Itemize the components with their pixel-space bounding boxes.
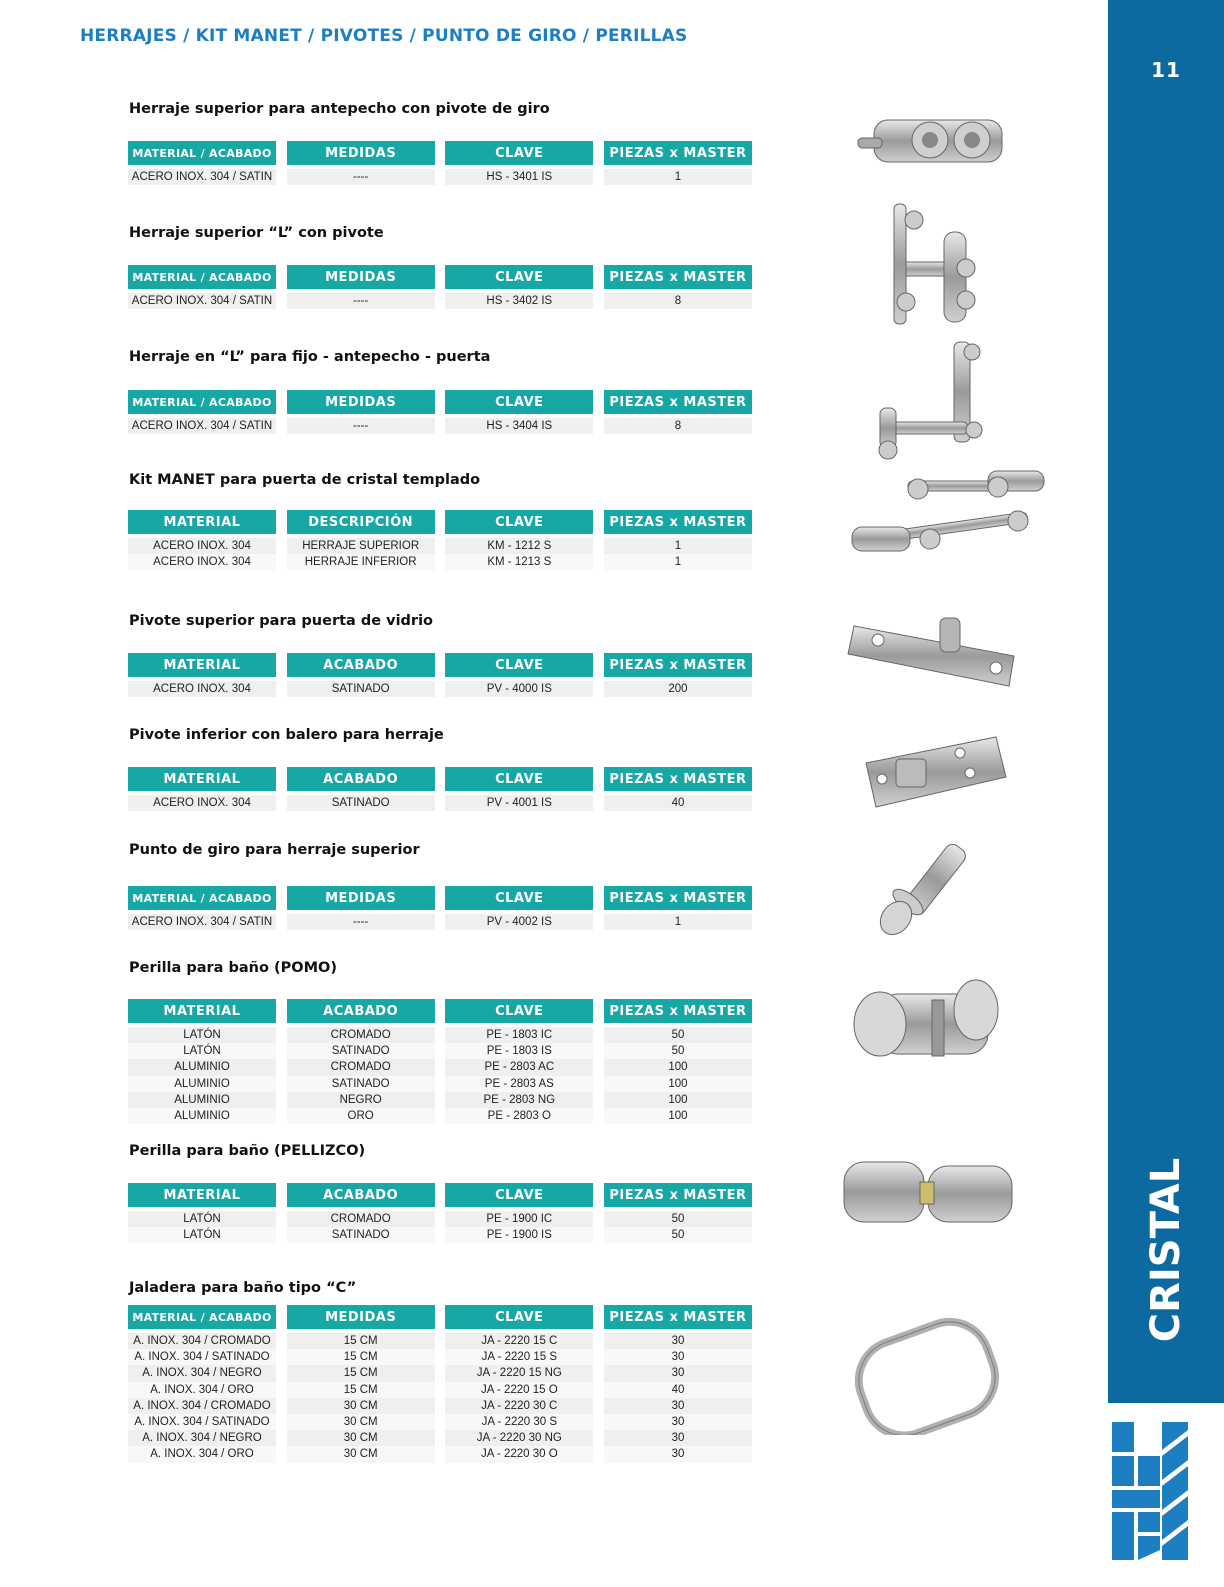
table-header: DESCRIPCIÓN [287, 510, 435, 534]
table-cell: JA - 2220 30 NG [445, 1430, 593, 1446]
pivot-point-icon [872, 832, 1002, 942]
table-cell: 15 CM [287, 1365, 435, 1381]
table-cell: JA - 2220 15 C [445, 1333, 593, 1349]
table-cell: 8 [604, 418, 752, 434]
table-cell: SATINADO [287, 681, 435, 697]
table-cell: A. INOX. 304 / SATINADO [128, 1414, 276, 1430]
table-cell: 30 CM [287, 1414, 435, 1430]
table-row [128, 795, 752, 811]
table-cell: PE - 2803 O [445, 1108, 593, 1124]
table-cell: PE - 2803 AS [445, 1076, 593, 1092]
table-cell: JA - 2220 30 S [445, 1414, 593, 1430]
table-cell: 15 CM [287, 1333, 435, 1349]
table-header: MEDIDAS [287, 1305, 435, 1329]
table-cell: LATÓN [128, 1043, 276, 1059]
l-fixed-hardware-icon [874, 338, 990, 464]
table-cell: 50 [604, 1043, 752, 1059]
table-header: ACABADO [287, 999, 435, 1023]
top-pivot-icon [844, 616, 1024, 696]
table-row [128, 1108, 752, 1124]
table-cell: KM - 1213 S [445, 554, 593, 570]
table-cell: 30 CM [287, 1430, 435, 1446]
table-row [128, 418, 752, 434]
section-title: Perilla para baño (POMO) [129, 960, 337, 976]
table-row [128, 1043, 752, 1059]
table-row [128, 293, 752, 309]
table-cell: JA - 2220 30 C [445, 1398, 593, 1414]
table-cell: LATÓN [128, 1027, 276, 1043]
table-row [128, 1211, 752, 1227]
section-title: Herraje en “L” para fijo - antepecho - puerta [129, 349, 491, 365]
sidebar-band [1108, 0, 1224, 1403]
table-cell: PE - 2803 NG [445, 1092, 593, 1108]
table-cell: SATINADO [287, 795, 435, 811]
table-row [128, 1430, 752, 1446]
table-cell: A. INOX. 304 / SATINADO [128, 1349, 276, 1365]
table-cell: A. INOX. 304 / ORO [128, 1446, 276, 1462]
table-cell: A. INOX. 304 / NEGRO [128, 1365, 276, 1381]
table-row [128, 681, 752, 697]
table-cell: 200 [604, 681, 752, 697]
spec-table [128, 653, 752, 697]
table-cell: ACERO INOX. 304 / SATIN [128, 169, 276, 185]
table-cell: NEGRO [287, 1092, 435, 1108]
table-cell: 100 [604, 1108, 752, 1124]
table-cell: CROMADO [287, 1027, 435, 1043]
table-cell: 1 [604, 554, 752, 570]
table-cell: PE - 1900 IC [445, 1211, 593, 1227]
table-cell: 15 CM [287, 1382, 435, 1398]
spec-table [128, 886, 752, 930]
table-cell: 30 CM [287, 1398, 435, 1414]
table-cell: 30 [604, 1365, 752, 1381]
table-cell: A. INOX. 304 / CROMADO [128, 1398, 276, 1414]
spec-table [128, 510, 752, 570]
table-cell: 40 [604, 795, 752, 811]
table-row [128, 1076, 752, 1092]
table-cell: 50 [604, 1211, 752, 1227]
table-cell: 15 CM [287, 1349, 435, 1365]
table-header: PIEZAS x MASTER [604, 999, 752, 1023]
table-header: MATERIAL / ACABADO [128, 141, 276, 165]
table-cell: A. INOX. 304 / CROMADO [128, 1333, 276, 1349]
table-cell: 1 [604, 914, 752, 930]
table-header: PIEZAS x MASTER [604, 510, 752, 534]
table-cell: PE - 1803 IC [445, 1027, 593, 1043]
table-cell: A. INOX. 304 / ORO [128, 1382, 276, 1398]
table-cell: PV - 4001 IS [445, 795, 593, 811]
table-header: ACABADO [287, 653, 435, 677]
section-title: Herraje superior para antepecho con pivote de giro [129, 101, 550, 117]
table-cell: PV - 4002 IS [445, 914, 593, 930]
table-cell: ACERO INOX. 304 [128, 538, 276, 554]
section-title: Jaladera para baño tipo “C” [129, 1280, 357, 1296]
table-row [128, 1027, 752, 1043]
table-cell: 1 [604, 538, 752, 554]
table-cell: JA - 2220 15 S [445, 1349, 593, 1365]
table-cell: SATINADO [287, 1227, 435, 1243]
table-cell: SATINADO [287, 1043, 435, 1059]
brand-logo-icon [1110, 1420, 1190, 1570]
table-header: CLAVE [445, 390, 593, 414]
table-row [128, 169, 752, 185]
table-cell: A. INOX. 304 / NEGRO [128, 1430, 276, 1446]
spec-table [128, 767, 752, 811]
spec-table [128, 999, 752, 1124]
section-title: Perilla para baño (PELLIZCO) [129, 1143, 366, 1159]
table-row [128, 1414, 752, 1430]
table-cell: PE - 1803 IS [445, 1043, 593, 1059]
table-header: MATERIAL [128, 999, 276, 1023]
table-cell: ACERO INOX. 304 / SATIN [128, 293, 276, 309]
table-row [128, 1059, 752, 1075]
table-row [128, 1227, 752, 1243]
table-header: CLAVE [445, 767, 593, 791]
manet-kit-icon [848, 463, 1048, 563]
table-cell: HS - 3401 IS [445, 169, 593, 185]
table-cell: 30 [604, 1349, 752, 1365]
table-header: PIEZAS x MASTER [604, 653, 752, 677]
table-cell: CROMADO [287, 1211, 435, 1227]
table-header: PIEZAS x MASTER [604, 1305, 752, 1329]
table-header: ACABADO [287, 1183, 435, 1207]
table-cell: HERRAJE INFERIOR [287, 554, 435, 570]
section-title: Pivote inferior con balero para herraje [129, 727, 444, 743]
table-header: MEDIDAS [287, 390, 435, 414]
spec-table [128, 1183, 752, 1243]
table-cell: JA - 2220 15 NG [445, 1365, 593, 1381]
table-header: MEDIDAS [287, 886, 435, 910]
table-header: CLAVE [445, 141, 593, 165]
table-cell: HS - 3404 IS [445, 418, 593, 434]
table-cell: 100 [604, 1076, 752, 1092]
table-header: MATERIAL [128, 653, 276, 677]
table-cell: ---- [287, 293, 435, 309]
table-cell: 40 [604, 1382, 752, 1398]
section-title: Punto de giro para herraje superior [129, 842, 420, 858]
table-cell: 30 [604, 1430, 752, 1446]
table-cell: 30 [604, 1398, 752, 1414]
table-cell: ---- [287, 914, 435, 930]
spec-table [128, 265, 752, 309]
pinch-knob-icon [840, 1158, 1020, 1228]
table-cell: PE - 2803 AC [445, 1059, 593, 1075]
table-cell: 30 [604, 1446, 752, 1462]
table-cell: ACERO INOX. 304 / SATIN [128, 914, 276, 930]
table-header: PIEZAS x MASTER [604, 767, 752, 791]
table-cell: SATINADO [287, 1076, 435, 1092]
spec-table [128, 141, 752, 185]
table-row [128, 554, 752, 570]
table-header: ACABADO [287, 767, 435, 791]
table-header: CLAVE [445, 999, 593, 1023]
table-row [128, 1092, 752, 1108]
table-cell: LATÓN [128, 1227, 276, 1243]
table-header: MATERIAL / ACABADO [128, 1305, 276, 1329]
table-header: CLAVE [445, 886, 593, 910]
table-header: MATERIAL / ACABADO [128, 886, 276, 910]
table-cell: 30 [604, 1333, 752, 1349]
table-row [128, 538, 752, 554]
table-header: PIEZAS x MASTER [604, 390, 752, 414]
table-header: PIEZAS x MASTER [604, 141, 752, 165]
table-header: MATERIAL / ACABADO [128, 390, 276, 414]
table-cell: 1 [604, 169, 752, 185]
table-row [128, 1333, 752, 1349]
table-cell: CROMADO [287, 1059, 435, 1075]
table-cell: KM - 1212 S [445, 538, 593, 554]
table-cell: JA - 2220 15 O [445, 1382, 593, 1398]
table-cell: ALUMINIO [128, 1108, 276, 1124]
spec-table [128, 1305, 752, 1463]
table-row [128, 1349, 752, 1365]
table-cell: ALUMINIO [128, 1076, 276, 1092]
table-header: CLAVE [445, 1305, 593, 1329]
table-header: CLAVE [445, 653, 593, 677]
table-cell: LATÓN [128, 1211, 276, 1227]
page-header-title: HERRAJES / KIT MANET / PIVOTES / PUNTO DE GIRO / PERILLAS [80, 26, 688, 46]
table-cell: ACERO INOX. 304 [128, 681, 276, 697]
table-header: MEDIDAS [287, 265, 435, 289]
table-cell: 30 CM [287, 1446, 435, 1462]
section-title: Kit MANET para puerta de cristal templado [129, 472, 481, 488]
table-cell: ---- [287, 169, 435, 185]
table-header: MATERIAL [128, 510, 276, 534]
table-cell: ALUMINIO [128, 1092, 276, 1108]
table-header: MATERIAL [128, 767, 276, 791]
table-cell: ACERO INOX. 304 [128, 554, 276, 570]
table-header: CLAVE [445, 510, 593, 534]
table-cell: HS - 3402 IS [445, 293, 593, 309]
table-row [128, 914, 752, 930]
table-cell: ALUMINIO [128, 1059, 276, 1075]
section-title: Pivote superior para puerta de vidrio [129, 613, 434, 629]
table-header: MATERIAL [128, 1183, 276, 1207]
table-cell: 30 [604, 1414, 752, 1430]
table-cell: ACERO INOX. 304 [128, 795, 276, 811]
bottom-pivot-icon [860, 733, 1010, 813]
table-header: CLAVE [445, 265, 593, 289]
table-cell: PE - 1900 IS [445, 1227, 593, 1243]
spec-table [128, 390, 752, 434]
table-row [128, 1365, 752, 1381]
category-label: CRISTAL [1143, 1157, 1189, 1343]
table-cell: 100 [604, 1059, 752, 1075]
table-cell: ---- [287, 418, 435, 434]
table-header: CLAVE [445, 1183, 593, 1207]
table-cell: HERRAJE SUPERIOR [287, 538, 435, 554]
c-handle-icon [846, 1315, 1006, 1435]
table-cell: PV - 4000 IS [445, 681, 593, 697]
table-row [128, 1446, 752, 1462]
pivot-hardware-icon [852, 98, 1032, 178]
table-header: MEDIDAS [287, 141, 435, 165]
table-row [128, 1382, 752, 1398]
table-header: PIEZAS x MASTER [604, 265, 752, 289]
table-cell: ACERO INOX. 304 / SATIN [128, 418, 276, 434]
table-header: PIEZAS x MASTER [604, 886, 752, 910]
table-row [128, 1398, 752, 1414]
table-header: PIEZAS x MASTER [604, 1183, 752, 1207]
table-cell: JA - 2220 30 O [445, 1446, 593, 1462]
l-hardware-icon [880, 202, 990, 330]
section-title: Herraje superior “L” con pivote [129, 225, 384, 241]
round-knob-icon [848, 970, 1008, 1080]
table-cell: ORO [287, 1108, 435, 1124]
table-header: MATERIAL / ACABADO [128, 265, 276, 289]
page-number: 11 [1151, 58, 1181, 82]
table-cell: 100 [604, 1092, 752, 1108]
table-cell: 50 [604, 1227, 752, 1243]
table-cell: 8 [604, 293, 752, 309]
table-cell: 50 [604, 1027, 752, 1043]
